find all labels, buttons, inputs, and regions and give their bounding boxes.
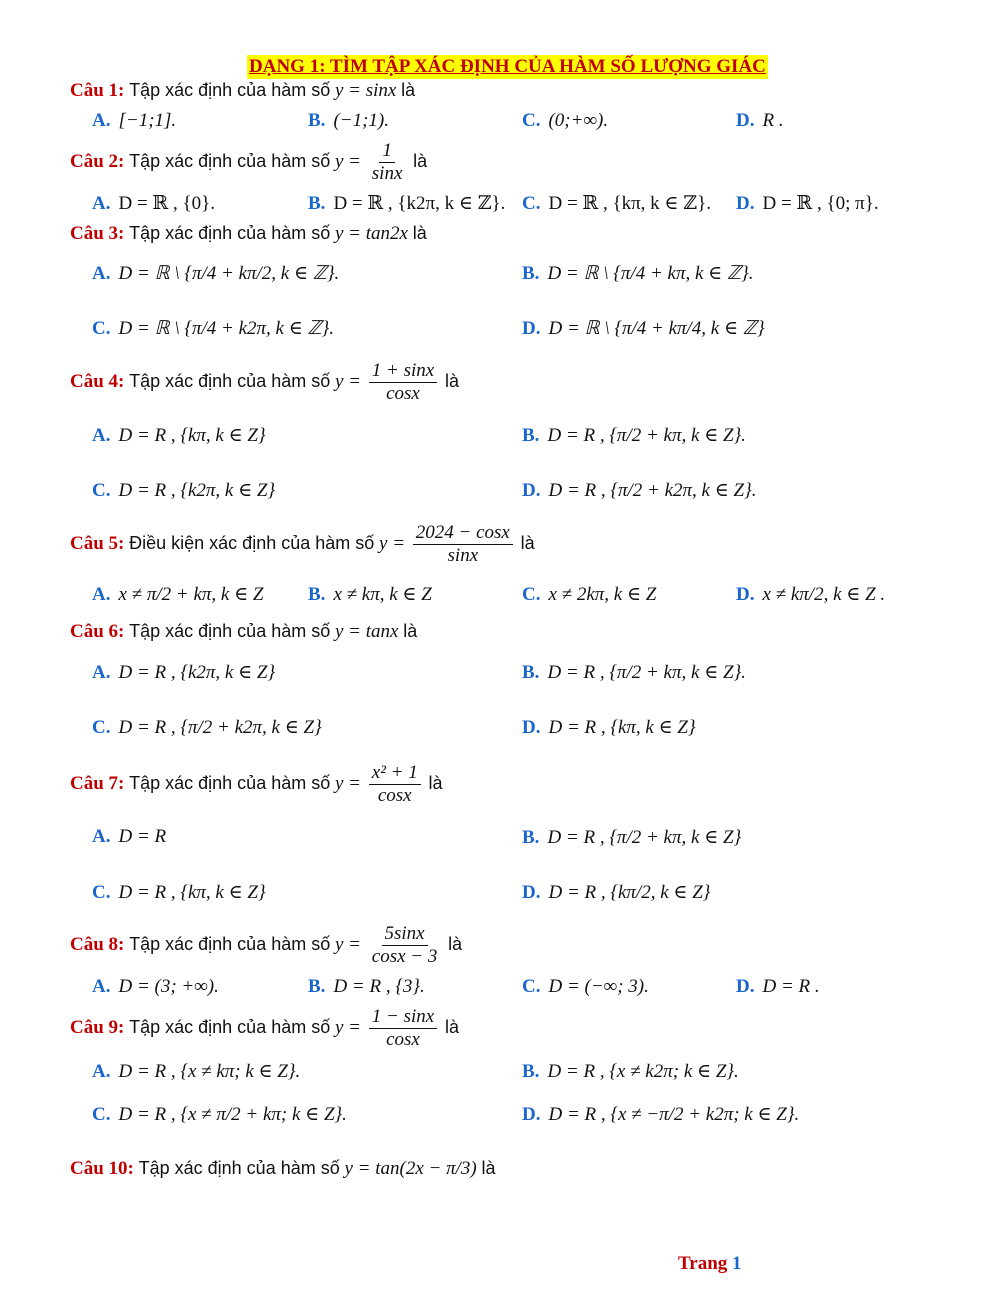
question-label: Câu 3:: [70, 223, 125, 244]
question-label: Câu 2:: [70, 150, 125, 172]
question-la: là: [428, 772, 443, 793]
function-expr: y = tan2x: [335, 223, 408, 244]
numerator: 1 − sinx: [369, 1006, 437, 1029]
option-2c[interactable]: [522, 192, 711, 215]
option-label: B.: [522, 662, 540, 683]
option-label: B.: [308, 110, 326, 131]
option-text: D = R , {π/2 + kπ, k ∈ Z}.: [547, 662, 746, 683]
option-text: D = ℝ \ {π/4 + kπ/2, k ∈ ℤ}.: [118, 263, 340, 284]
function-prefix: y =: [335, 150, 362, 172]
option-label: D.: [522, 717, 541, 738]
question-la: là: [444, 1016, 459, 1037]
fraction: [369, 360, 437, 405]
option-1b[interactable]: [308, 110, 389, 132]
option-1a[interactable]: [92, 110, 176, 132]
option-3d[interactable]: [522, 317, 765, 340]
question-la: là: [413, 150, 428, 171]
option-text: x ≠ kπ, k ∈ Z: [333, 584, 432, 605]
option-text: x ≠ 2kπ, k ∈ Z: [548, 584, 657, 605]
option-3c[interactable]: [92, 317, 334, 340]
question-la: là: [412, 223, 427, 243]
option-7a[interactable]: [92, 826, 166, 848]
option-text: D = R , {π/2 + kπ, k ∈ Z}.: [547, 425, 746, 446]
option-8c[interactable]: [522, 976, 649, 998]
option-7b[interactable]: [522, 826, 741, 849]
question-7: [70, 762, 442, 807]
option-label: A.: [92, 425, 111, 446]
option-label: B.: [308, 193, 326, 214]
option-label: A.: [92, 193, 111, 214]
function-expr: y = sinx: [335, 80, 397, 101]
question-label: Câu 1:: [70, 80, 125, 101]
option-label: B.: [522, 425, 540, 446]
question-8: [70, 923, 462, 968]
option-label: D.: [522, 480, 541, 501]
option-text: x ≠ π/2 + kπ, k ∈ Z: [118, 584, 264, 605]
question-label: Câu 9:: [70, 1016, 125, 1038]
denominator: cosx: [386, 383, 420, 404]
question-4: [70, 360, 459, 405]
option-9b[interactable]: [522, 1060, 739, 1083]
question-la: là: [448, 933, 463, 954]
fraction: [369, 923, 441, 968]
option-4a[interactable]: [92, 424, 266, 447]
option-label: D.: [736, 193, 755, 214]
option-3a[interactable]: [92, 262, 339, 285]
option-text: D = ℝ \ {π/4 + k2π, k ∈ ℤ}.: [118, 318, 335, 339]
option-text: D = ℝ , {k2π, k ∈ ℤ}.: [333, 193, 506, 214]
question-stem: Tập xác định của hàm số: [129, 1016, 331, 1037]
option-text: D = R , {k2π, k ∈ Z}: [118, 480, 276, 501]
option-label: A.: [92, 826, 111, 847]
option-text: D = ℝ \ {π/4 + kπ, k ∈ ℤ}.: [547, 263, 754, 284]
function-prefix: y =: [335, 1016, 362, 1038]
option-text: D = R , {kπ, k ∈ Z}: [118, 425, 266, 446]
option-label: B.: [522, 263, 540, 284]
question-2: [70, 140, 427, 185]
question-la: là: [444, 370, 459, 391]
option-label: C.: [522, 976, 541, 997]
option-6d[interactable]: [522, 716, 696, 739]
option-9d[interactable]: [522, 1103, 799, 1126]
option-label: B.: [308, 584, 326, 605]
function-expr: y = tanx: [335, 621, 399, 642]
option-text: D = ℝ , {kπ, k ∈ ℤ}.: [548, 193, 711, 214]
question-stem: Tập xác định của hàm số: [129, 370, 331, 391]
option-text: D = R , {x ≠ k2π; k ∈ Z}.: [547, 1061, 739, 1082]
numerator: 5sinx: [382, 923, 428, 946]
fraction: [369, 1006, 437, 1051]
option-label: C.: [92, 1104, 111, 1125]
option-label: C.: [92, 480, 111, 501]
option-text: D = R , {3}.: [333, 976, 425, 997]
question-9: [70, 1006, 459, 1051]
option-2d[interactable]: [736, 192, 879, 215]
option-text: D = (3; +∞).: [118, 976, 219, 997]
option-label: C.: [92, 318, 111, 339]
option-text: D = R , {x ≠ π/2 + kπ; k ∈ Z}.: [118, 1104, 347, 1125]
function-prefix: y =: [335, 772, 362, 794]
denominator: sinx: [371, 163, 403, 184]
option-6b[interactable]: [522, 661, 746, 684]
option-5c[interactable]: [522, 583, 656, 606]
option-label: A.: [92, 1061, 111, 1082]
option-label: C.: [522, 584, 541, 605]
function-expr: y = tan(2x − π/3): [344, 1158, 477, 1179]
option-4c[interactable]: [92, 479, 275, 502]
question-stem: Tập xác định của hàm số: [129, 772, 331, 793]
function-prefix: y =: [335, 370, 362, 392]
option-label: C.: [92, 717, 111, 738]
question-la: là: [401, 80, 416, 100]
option-label: A.: [92, 662, 111, 683]
question-label: Câu 7:: [70, 772, 125, 794]
option-label: D.: [736, 584, 755, 605]
question-1: [70, 80, 415, 102]
option-label: A.: [92, 976, 111, 997]
option-8d[interactable]: [736, 976, 820, 998]
option-text: D = R , {π/2 + kπ, k ∈ Z}: [547, 827, 742, 848]
option-text: (0;+∞).: [548, 110, 609, 131]
option-label: C.: [522, 110, 541, 131]
option-7d[interactable]: [522, 881, 710, 904]
question-stem: Điều kiện xác định của hàm số: [129, 532, 375, 553]
question-label: Câu 5:: [70, 532, 125, 554]
question-stem: Tập xác định của hàm số: [129, 933, 331, 954]
option-5d[interactable]: [736, 583, 885, 606]
option-2b[interactable]: [308, 192, 505, 215]
option-label: A.: [92, 110, 111, 131]
option-text: D = R: [118, 826, 167, 847]
option-1d[interactable]: [736, 110, 784, 132]
option-label: D.: [736, 110, 755, 131]
option-text: (−1;1).: [333, 110, 389, 131]
option-7c[interactable]: [92, 881, 266, 904]
page-value: 1: [732, 1253, 742, 1274]
option-6c[interactable]: [92, 716, 322, 739]
denominator: cosx: [386, 1029, 420, 1050]
option-text: D = R .: [762, 976, 820, 997]
question-la: là: [520, 532, 535, 553]
option-text: D = R , {π/2 + k2π, k ∈ Z}: [118, 717, 322, 738]
numerator: 1 + sinx: [369, 360, 437, 383]
option-label: B.: [522, 1061, 540, 1082]
fraction: [413, 522, 513, 567]
function-prefix: y =: [379, 532, 406, 554]
option-1c[interactable]: [522, 110, 608, 132]
page-number: [678, 1253, 742, 1275]
option-text: [−1;1].: [118, 110, 177, 131]
option-label: C.: [522, 193, 541, 214]
option-text: D = R , {kπ, k ∈ Z}: [118, 882, 266, 903]
question-label: Câu 10:: [70, 1158, 134, 1179]
option-label: D.: [522, 882, 541, 903]
function-prefix: y =: [335, 933, 362, 955]
option-6a[interactable]: [92, 661, 275, 684]
page-label: Trang: [678, 1253, 728, 1274]
option-2a[interactable]: [92, 192, 215, 215]
denominator: cosx − 3: [371, 946, 438, 967]
question-stem: Tập xác định của hàm số: [129, 621, 331, 641]
option-label: D.: [522, 318, 541, 339]
question-stem: Tập xác định của hàm số: [129, 80, 331, 100]
question-3: [70, 223, 427, 245]
option-text: D = ℝ , {0; π}.: [762, 193, 879, 214]
denominator: cosx: [377, 785, 412, 806]
numerator: 1: [379, 140, 395, 163]
option-4b[interactable]: [522, 424, 746, 447]
question-stem: Tập xác định của hàm số: [129, 150, 331, 171]
option-8b[interactable]: [308, 976, 425, 998]
option-text: D = R , {kπ, k ∈ Z}: [548, 717, 696, 738]
question-10: [70, 1158, 496, 1180]
option-5b[interactable]: [308, 583, 432, 606]
option-text: D = R , {k2π, k ∈ Z}: [118, 662, 276, 683]
fraction: [369, 762, 421, 807]
option-text: D = R , {π/2 + k2π, k ∈ Z}.: [548, 480, 757, 501]
question-stem: Tập xác định của hàm số: [138, 1158, 340, 1178]
option-text: D = R , {kπ/2, k ∈ Z}: [548, 882, 711, 903]
option-text: D = ℝ \ {π/4 + kπ/4, k ∈ ℤ}: [548, 318, 765, 339]
option-8a[interactable]: [92, 976, 219, 998]
question-la: là: [403, 621, 418, 641]
option-label: B.: [308, 976, 326, 997]
question-stem: Tập xác định của hàm số: [129, 223, 331, 243]
option-text: R .: [762, 110, 784, 131]
option-label: A.: [92, 584, 111, 605]
option-label: B.: [522, 827, 540, 848]
option-label: D.: [522, 1104, 541, 1125]
option-label: A.: [92, 263, 111, 284]
option-label: D.: [736, 976, 755, 997]
option-text: D = (−∞; 3).: [548, 976, 649, 997]
question-label: Câu 6:: [70, 621, 125, 642]
denominator: sinx: [447, 545, 479, 566]
option-9c[interactable]: [92, 1103, 347, 1126]
option-text: D = ℝ , {0}.: [118, 193, 215, 214]
option-text: x ≠ kπ/2, k ∈ Z .: [762, 584, 886, 605]
option-9a[interactable]: [92, 1060, 300, 1083]
option-text: D = R , {x ≠ −π/2 + k2π; k ∈ Z}.: [548, 1104, 800, 1125]
numerator: x² + 1: [369, 762, 421, 785]
option-3b[interactable]: [522, 262, 753, 285]
question-label: Câu 4:: [70, 370, 125, 392]
option-4d[interactable]: [522, 479, 756, 502]
question-label: Câu 8:: [70, 933, 125, 955]
option-text: D = R , {x ≠ kπ; k ∈ Z}.: [118, 1061, 301, 1082]
numerator: 2024 − cosx: [413, 522, 513, 545]
fraction: [369, 140, 406, 185]
question-5: [70, 522, 535, 567]
question-la: là: [481, 1158, 496, 1178]
question-6: [70, 621, 417, 643]
option-label: C.: [92, 882, 111, 903]
option-5a[interactable]: [92, 583, 263, 606]
page-title: DẠNG 1: TÌM TẬP XÁC ĐỊNH CỦA HÀM SỐ LƯỢNG GIÁC: [249, 56, 766, 77]
